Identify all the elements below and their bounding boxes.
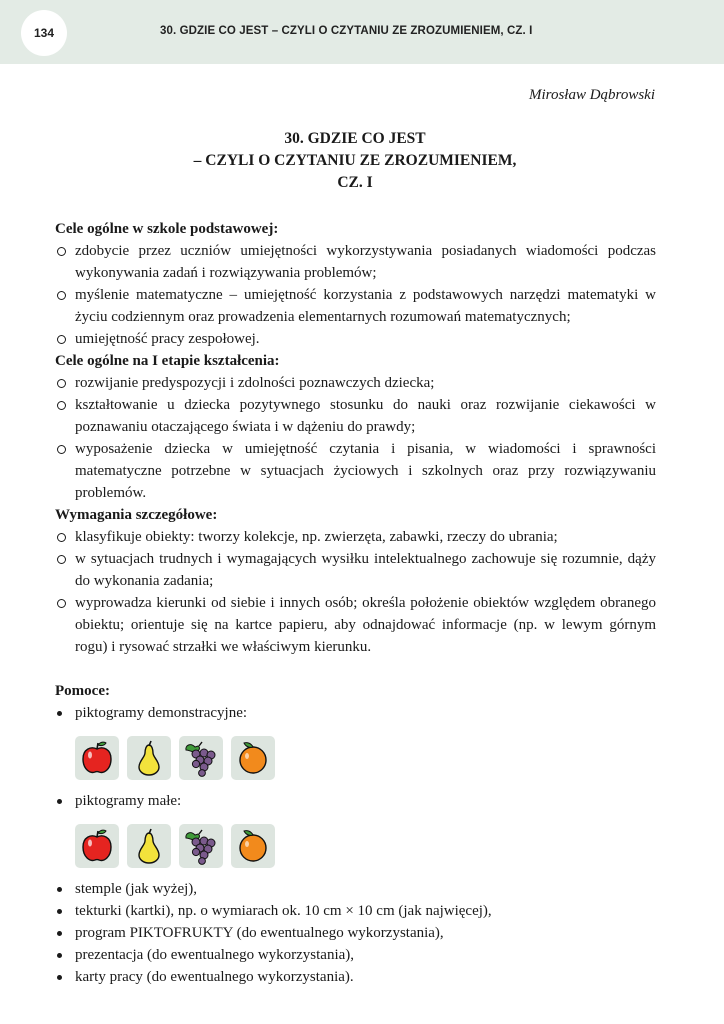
- grapes-icon: [179, 824, 223, 868]
- title-line: CZ. I: [337, 174, 373, 191]
- list-item: program PIKTOFRUKTY (do ewentualnego wykorzystania),: [55, 922, 656, 944]
- list-item: piktogramy małe:: [55, 790, 656, 812]
- title-line: – CZYLI O CZYTANIU ZE ZROZUMIENIEM,: [193, 152, 517, 169]
- list-item: rozwijanie predyspozycji i zdolności poznawczych dziecka;: [55, 372, 656, 394]
- dot-bullet-icon: [57, 887, 62, 892]
- list-item: myślenie matematyczne – umiejętność korzystania z podstawowych narzędzi matematyki w życiu codziennym oraz prowadzenia elementarnych rozumowań matematycznych;: [55, 284, 656, 328]
- pear-icon: [127, 736, 171, 780]
- title-line: 30. GDZIE CO JEST: [284, 130, 426, 147]
- circle-bullet-icon: [57, 291, 66, 300]
- aids-title: Pomoce:: [55, 683, 110, 699]
- orange-icon: [231, 736, 275, 780]
- dot-bullet-icon: [57, 931, 62, 936]
- section-title: Cele ogólne na I etapie kształcenia:: [55, 353, 280, 369]
- list-item: karty pracy (do ewentualnego wykorzystania).: [55, 966, 656, 988]
- circle-bullet-icon: [57, 599, 66, 608]
- author: Mirosław Dąbrowski: [529, 87, 655, 103]
- list-item: stemple (jak wyżej),: [55, 878, 656, 900]
- chapter-title: [55, 128, 655, 194]
- list-item: w sytuacjach trudnych i wymagających wysiłku intelektualnego zachowuje się rozumnie, dąży do wykonania zadania;: [55, 548, 656, 592]
- list-item: klasyfikuje obiekty: tworzy kolekcje, np. zwierzęta, zabawki, rzeczy do ubrania;: [55, 526, 656, 548]
- page-number: 134: [21, 10, 67, 56]
- section-title: Wymagania szczegółowe:: [55, 507, 218, 523]
- apple-icon: [75, 824, 119, 868]
- dot-bullet-icon: [57, 799, 62, 804]
- pictogram-row-small: [55, 824, 656, 868]
- section-title: Cele ogólne w szkole podstawowej:: [55, 221, 279, 237]
- list-item: umiejętność pracy zespołowej.: [55, 328, 656, 350]
- dot-bullet-icon: [57, 953, 62, 958]
- pictogram-row-demo: [55, 736, 656, 780]
- running-title: 30. GDZIE CO JEST – CZYLI O CZYTANIU ZE ZROZUMIENIEM, CZ. I: [160, 25, 533, 37]
- running-header: [0, 0, 724, 64]
- pear-icon: [127, 824, 171, 868]
- list-item: kształtowanie u dziecka pozytywnego stosunku do nauki oraz rozwijanie ciekawości w poznawaniu otaczającego świata i w dążeniu do prawdy;: [55, 394, 656, 438]
- list-item: wyposażenie dziecka w umiejętność czytania i pisania, w wiadomości i sprawności matematyczne potrzebne w sytuacjach życiowych i szkolnych oraz przy rozwiązywaniu problemów.: [55, 438, 656, 504]
- circle-bullet-icon: [57, 401, 66, 410]
- orange-icon: [231, 824, 275, 868]
- list-item: prezentacja (do ewentualnego wykorzystania),: [55, 944, 656, 966]
- dot-bullet-icon: [57, 909, 62, 914]
- content: [55, 218, 656, 988]
- list-item: zdobycie przez uczniów umiejętności wykorzystywania posiadanych wiadomości podczas wykonywania zadań i rozwiązywania problemów;: [55, 240, 656, 284]
- apple-icon: [75, 736, 119, 780]
- list-item: piktogramy demonstracyjne:: [55, 702, 656, 724]
- circle-bullet-icon: [57, 555, 66, 564]
- circle-bullet-icon: [57, 335, 66, 344]
- circle-bullet-icon: [57, 445, 66, 454]
- circle-bullet-icon: [57, 247, 66, 256]
- list-item: wyprowadza kierunki od siebie i innych osób; określa położenie obiektów względem obranego obiektu; orientuje się na kartce papieru, aby odnajdować informacje (np. w lewym górnym rogu) i rysować strzałki we właściwym kierunku.: [55, 592, 656, 658]
- circle-bullet-icon: [57, 533, 66, 542]
- list-item: tekturki (kartki), np. o wymiarach ok. 10 cm × 10 cm (jak najwięcej),: [55, 900, 656, 922]
- dot-bullet-icon: [57, 711, 62, 716]
- dot-bullet-icon: [57, 975, 62, 980]
- circle-bullet-icon: [57, 379, 66, 388]
- grapes-icon: [179, 736, 223, 780]
